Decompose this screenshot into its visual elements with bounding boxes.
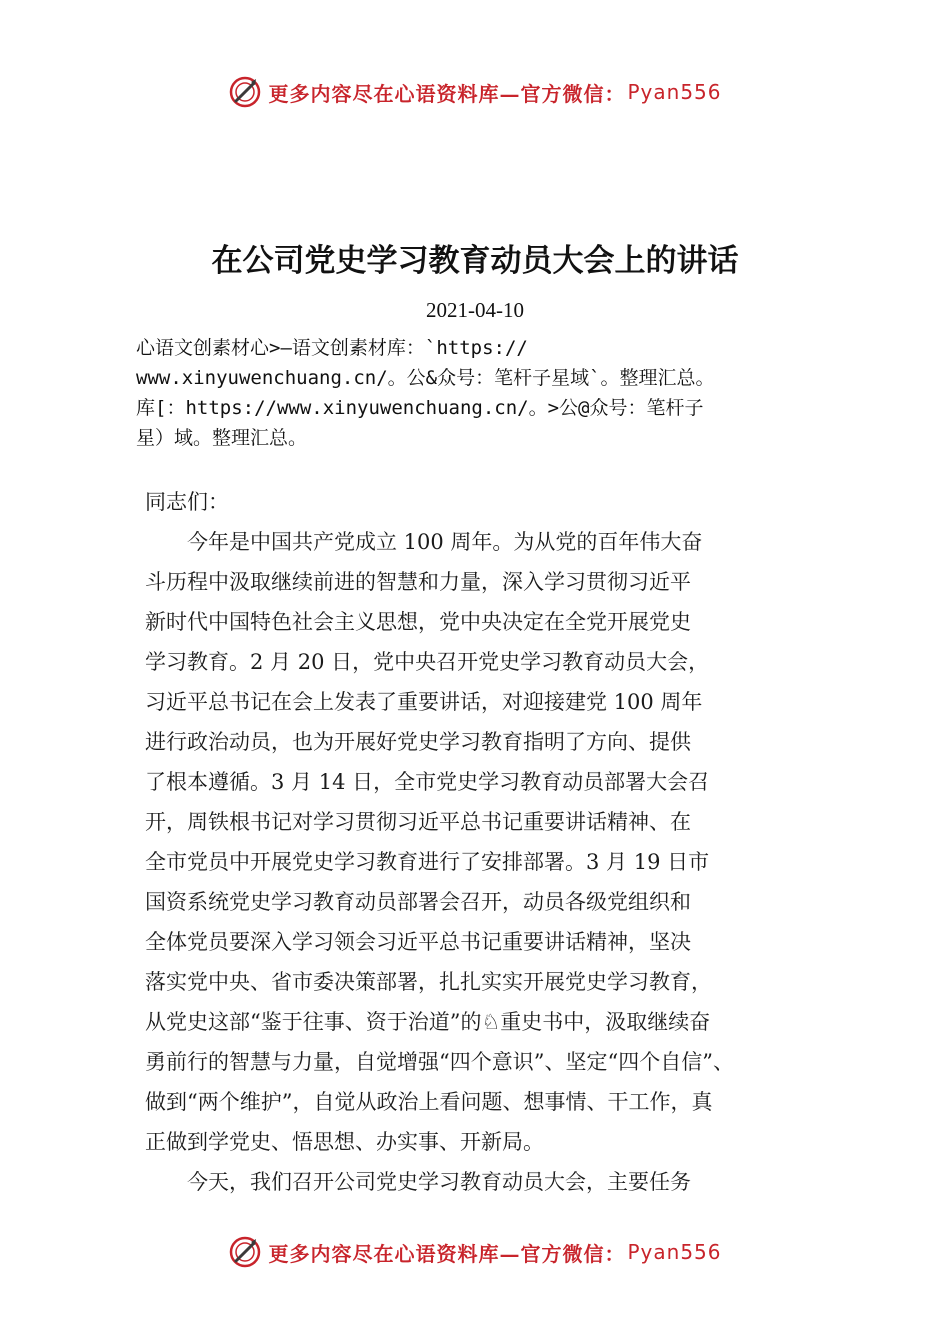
body-line: 从党史这部“鉴于往事、资于治道”的♘重史书中，汲取继续奋 — [145, 1010, 711, 1034]
body-line: 勇前行的智慧与力量，自觉增强“四个意识”、坚定“四个自信”、 — [145, 1050, 734, 1074]
source-info — [136, 333, 856, 453]
source-line: 库[：https://www.xinyuwenchuang.cn/。>公@众号：笔杆子 — [136, 397, 704, 419]
header-banner-text: 更多内容尽在心语资料库—官方微信： — [268, 81, 626, 106]
footer-banner — [0, 1232, 950, 1272]
xinyu-logo-icon — [228, 1235, 262, 1269]
xinyu-logo-icon — [228, 75, 262, 109]
speech-body — [145, 482, 835, 1202]
body-line: 习近平总书记在会上发表了重要讲话，对迎接建党 100 周年 — [145, 690, 703, 714]
body-line: 进行政治动员，也为开展好党史学习教育指明了方向、提供 — [145, 730, 691, 754]
body-line: 做到“两个维护”，自觉从政治上看问题、想事情、干工作，真 — [145, 1090, 713, 1114]
greeting: 同志们： — [145, 490, 229, 514]
body-line: 落实党中央、省市委决策部署，扎扎实实开展党史学习教育， — [145, 970, 712, 994]
body-line: 正做到学党史、悟思想、办实事、开新局。 — [145, 1130, 544, 1154]
source-line: 星）域。整理汇总。 — [136, 427, 308, 449]
source-line: www.xinyuwenchuang.cn/。公&众号：笔杆子星域`。整理汇总。 — [136, 367, 715, 389]
footer-wechat-id: Pyan556 — [627, 1240, 722, 1264]
body-line: 国资系统党史学习教育动员部署会召开，动员各级党组织和 — [145, 890, 691, 914]
body-line: 开，周铁根书记对学习贯彻习近平总书记重要讲话精神、在 — [145, 810, 691, 834]
header-banner — [0, 72, 950, 112]
body-line: 今年是中国共产党成立 100 周年。为从党的百年伟大奋 — [187, 530, 703, 554]
document-title: 在公司党史学习教育动员大会上的讲话 — [211, 243, 739, 279]
header-wechat-id: Pyan556 — [627, 80, 722, 104]
body-line: 斗历程中汲取继续前进的智慧和力量，深入学习贯彻习近平 — [145, 570, 691, 594]
document-date: 2021-04-10 — [426, 298, 524, 322]
body-line: 全市党员中开展党史学习教育进行了安排部署。3 月 19 日市 — [145, 850, 710, 874]
body-line: 学习教育。2 月 20 日，党中央召开党史学习教育动员大会， — [145, 650, 710, 674]
body-line: 了根本遵循。3 月 14 日，全市党史学习教育动员部署大会召 — [145, 770, 710, 794]
body-line: 全体党员要深入学习领会习近平总书记重要讲话精神，坚决 — [145, 930, 691, 954]
body-line: 新时代中国特色社会主义思想，党中央决定在全党开展党史 — [145, 610, 691, 634]
source-line: 心语文创素材心>—语文创素材库：`https:// — [136, 337, 528, 359]
footer-banner-text: 更多内容尽在心语资料库—官方微信： — [268, 1241, 626, 1266]
body-line: 今天，我们召开公司党史学习教育动员大会，主要任务 — [187, 1170, 691, 1194]
